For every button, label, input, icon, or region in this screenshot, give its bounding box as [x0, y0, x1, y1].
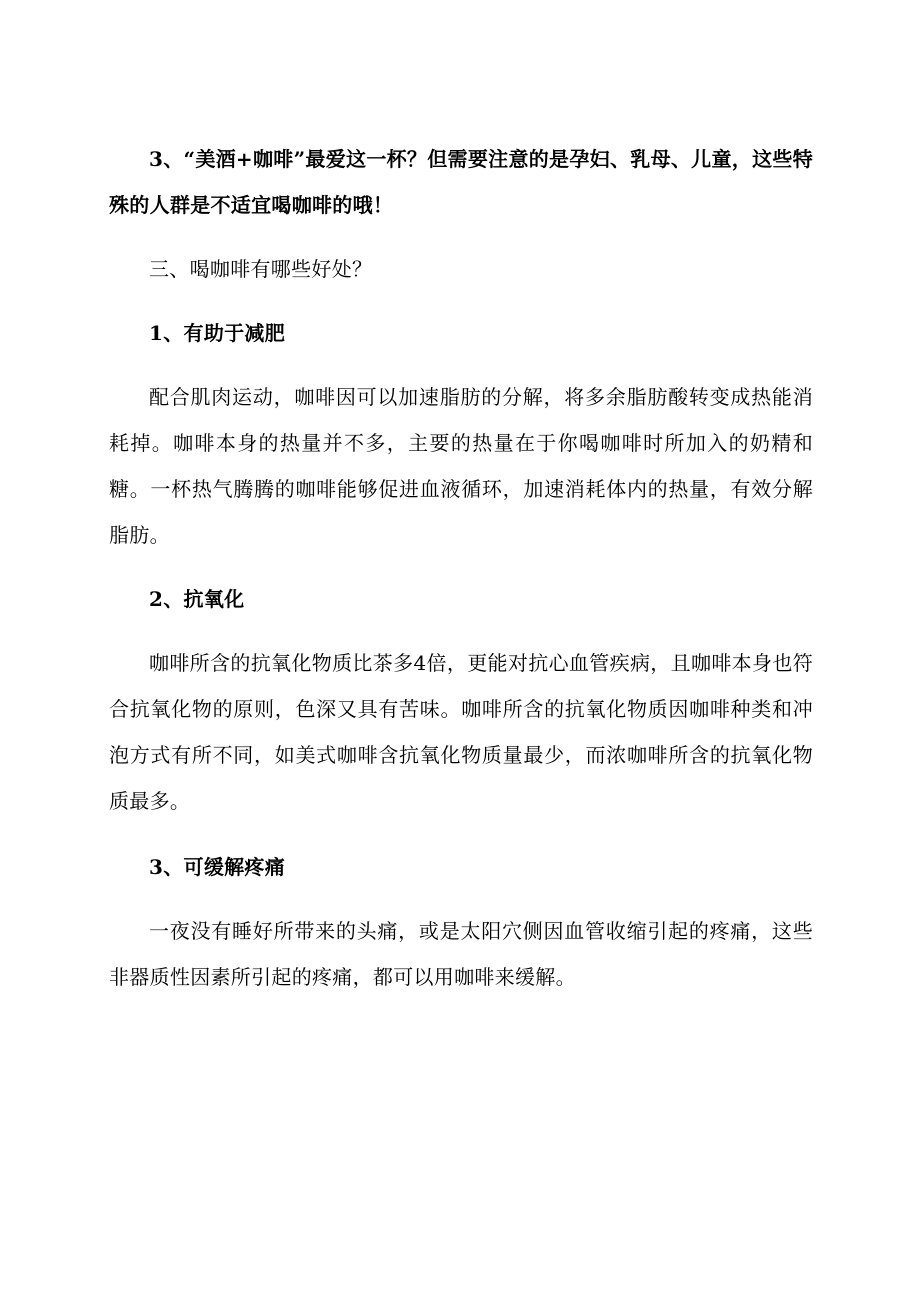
subheading-antioxidant: 2、抗氧化: [149, 587, 245, 611]
subheading-weight-loss: 1、有助于减肥: [149, 321, 286, 345]
document-body: [109, 136, 813, 1000]
paragraph-weight-loss: 配合肌肉运动，咖啡因可以加速脂肪的分解，将多余脂肪酸转变成热能消耗掉。咖啡本身的热量并不多，主要的热量在于你喝咖啡时所加入的奶精和糖。一杯热气腾腾的咖啡能够促进血液循环，加速消耗体内的热量，有效分解脂肪。: [109, 385, 813, 547]
subheading-pain-relief: 3、可缓解疼痛: [149, 855, 286, 879]
paragraph-pain-relief: 一夜没有睡好所带来的头痛，或是太阳穴侧因血管收缩引起的疼痛，这些非器质性因素所引起的疼痛，都可以用咖啡来缓解。: [109, 919, 813, 989]
paragraph-note-3: 3、“美酒+咖啡”最爱这一杯？但需要注意的是孕妇、乳母、儿童，这些特殊的人群是不适宜喝咖啡的哦！: [109, 147, 813, 217]
section-heading-benefits: 三、喝咖啡有哪些好处？: [149, 257, 373, 281]
paragraph-antioxidant: 咖啡所含的抗氧化物质比茶多4倍，更能对抗心血管疾病，且咖啡本身也符合抗氧化物的原则，色深又具有苦味。咖啡所含的抗氧化物质因咖啡种类和冲泡方式有所不同，如美式咖啡含抗氧化物质量最少，而浓咖啡所含的抗氧化物质最多。: [109, 651, 813, 813]
